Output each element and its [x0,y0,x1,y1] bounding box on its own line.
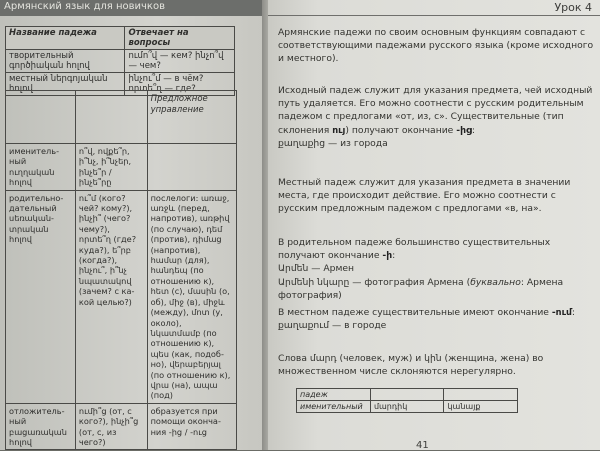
left-running-header: Армянский язык для новичков [0,0,262,16]
plural-form-cell: մարդիկ [370,401,444,413]
case-name-cell: местный ներգոյական հոլով [6,73,125,96]
plural-form-cell: կանայք [444,401,518,413]
case-question-table [5,26,235,96]
lesson-label: Урок 4 [554,1,592,14]
case-name-cell: творительный գործիական հոլով [6,50,125,73]
paragraph-cases-intro: Армянские падежи по своим основным функциям совпадают с соответствующими падежами русского языка (кроме исходного и местного). [278,27,594,65]
case-name-cell: именительный ուղղական հոլով [6,144,76,191]
case-question-cell: ումի՞ց (от, с кого?), ինչի՞ց (от, с, из чего?) [75,403,147,450]
paragraph-locative-ending: В местном падеже существительные имеют окончание -ում: քաղաքում — в городе [278,307,575,332]
case-name-header: Название падежа [6,27,125,50]
case-question-cell: ու՞մ (кого? чей? кому?), ինչի՞ (чего? чему?), որտե՞ղ (где? куда?), ե՞րբ (когда?), ինչու՞, ի՞նչ նպատակով (зачем? с какой целью?) [75,190,147,403]
preposition-cell: образуется при помощи окончания -ից / -ուց [147,403,236,450]
paragraph-genitive: В родительном падеже большинство существительных получают окончание -ի: Արմեն — Армен Արմենի նկարը — фотография Армена (буквально: Армена фотография) [278,237,564,301]
paragraph-locative-meaning: Местный падеж служит для указания предмета в значении места, где происходит действие. Его можно соотнести с русским предложным падежом с предлогами «в, на». [278,177,571,215]
page-number: 41 [416,440,429,451]
preposition-cell [147,144,236,191]
table-header-row [297,389,518,401]
case-preposition-table [5,90,237,450]
case-question-cell: ինչու՞մ — в чём? որտե՞ղ — где? [125,73,235,96]
header-cell-empty [6,91,76,144]
case-name-cell: именительный [297,401,371,413]
case-header-cell: падеж [297,389,371,401]
table-row [6,190,237,403]
table-row [297,401,518,413]
header-cell-empty [75,91,147,144]
irregular-plural-table [296,388,518,413]
case-name-cell: родительно-дательный սեռական-տրական հոլով [6,190,76,403]
preposition-header: Предложное управление [147,91,236,144]
paragraph-ablative: Исходный падеж служит для указания предмета, чей исходный путь удаляется. Его можно соотнести с русским родительным падежом с предлогами «от, из, с». Существительные (тип склонения ույ) получают окончание -ից: քաղաքից — из города [278,85,593,149]
case-question-header: Отвечает на вопросы [125,27,235,50]
right-page [268,0,600,450]
table-row [6,50,235,73]
table-row [6,403,237,450]
case-question-cell: ումո՞վ — кем? ինչո՞վ — чем? [125,50,235,73]
case-name-cell: отложительный բացառական հոլով [6,403,76,450]
preposition-cell: послелоги: առաջ, առջև (перед, напротив), առթիվ (по случаю), դեմ (против), դիմաց (напротив), համար (для), հանդեպ (по отношению к), հետ (с), մասին (о, об), միջ (в), միջև (между), մոտ (у, около), նկատմամբ (по отношению к), պես (как, подобно), վերաբերյալ (по отношению к), վրա (на), ապա (под) [147,190,236,403]
case-question-cell: ո՞վ, ովքե՞ր, ի՞նչ, ի՞նչեր, ինչե՞ր / ինչե՞րը [75,144,147,191]
right-running-header [268,0,600,16]
table-header-row [6,91,237,144]
table-row [6,144,237,191]
paragraph-irregular-plurals: Слова մարդ (человек, муж) и կին (женщина, жена) во множественном числе склоняются нерегулярно. [278,353,544,378]
